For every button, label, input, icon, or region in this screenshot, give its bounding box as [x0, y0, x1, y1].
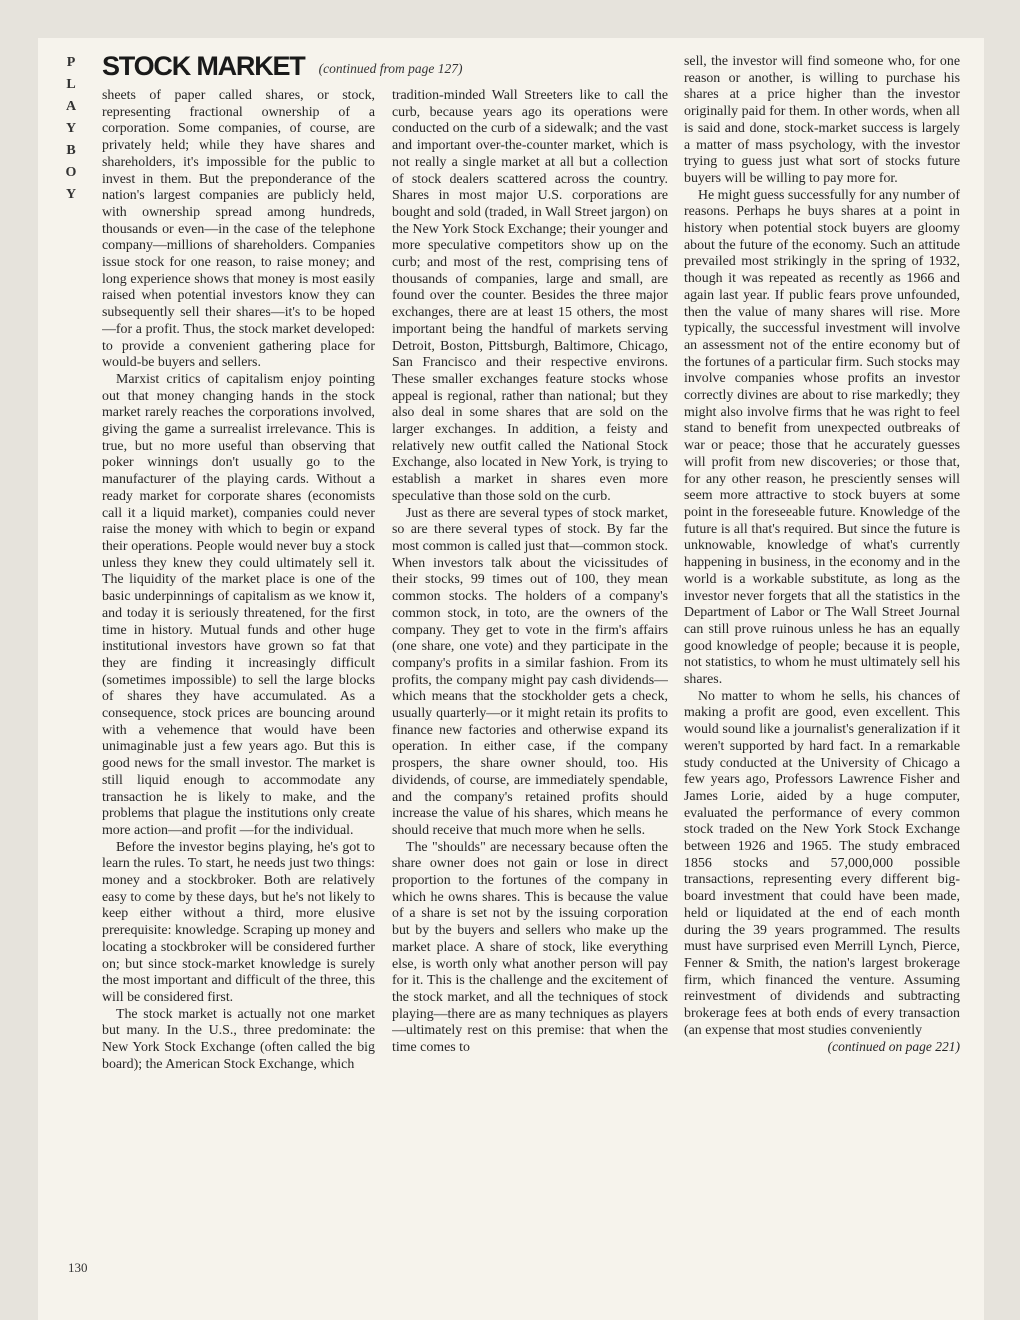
- side-tag-letter: L: [66, 77, 76, 92]
- side-tag-letter: Y: [65, 187, 77, 202]
- paragraph: sell, the investor will find someone who, for one reason or another, is willing to purchase his shares at a price higher than the investor originally paid for them. In other words, when all is said and done, stock-market success is largely a matter of mass psychology, with the investor trying to guess just what sort of stocks future buyers will be willing to pay more for.: [684, 54, 960, 186]
- article-headline: [102, 51, 462, 82]
- paragraph: Before the investor begins playing, he's got to learn the rules. To start, he needs just two things: money and a stockbroker. Both are relatively easy to come by these days, but he's not likely to keep either without a third, more elusive prerequisite: knowledge. Scraping up money and locating a stockbroker will be considered further on; but since stock-market knowledge is surely the most important and difficult of the three, this will be considered first.: [102, 839, 375, 1005]
- side-tag-letter: Y: [65, 121, 77, 136]
- side-tag-letter: P: [66, 55, 76, 70]
- paragraph: No matter to whom he sells, his chances of making a profit are good, even excellent. This would sound like a journalist's generalization if it weren't supported by hard fact. In a remarkable study conducted at the University of Chicago a few years ago, Professors Lawrence Fisher and James Lorie, aided by a huge computer, evaluated the performance of every common stock traded on the New York Stock Exchange between 1926 and 1965. The study embraced 1856 stocks and 57,000,000 possible transactions, representing every different big-board investment that could have been made, held or liquidated at the end of each month during the 39 years programmed. The results must have surprised even Merrill Lynch, Pierce, Fenner & Smith, the nation's largest brokerage firm, which financed the venture. Assuming reinvestment of dividends and subtracting brokerage fees at both ends of every transaction (an expense that most studies conveniently: [684, 688, 960, 1038]
- headline-title: STOCK MARKET: [102, 51, 305, 81]
- text-column-2: [392, 88, 668, 1274]
- paragraph: Just as there are several types of stock market, so are there several types of stock. By far the most common is called just that—common stock. When investors talk about the vicissitudes of their stocks, 99 times out of 100, they mean common stocks. The holders of a company's common stock, in toto, are the owners of the company. They get to vote in the firm's affairs (one share, one vote) and they participate in the company's profits in a similar fashion. From its profits, the company might pay cash dividends—which means that the stockholder gets a check, usually quarterly—or it might retain its profits to finance new factories and otherwise expand its operation. In either case, if the company prospers, the share owner should, too. His dividends, of course, are immediately spendable, and the company's retained profits should increase the value of his shares, which means he should receive that much more when he sells.: [392, 505, 668, 838]
- side-tag-letter: O: [65, 165, 77, 180]
- paragraph: tradition-minded Wall Streeters like to call the curb, because years ago its operations were conducted on the curb of a sidewalk; and the vast and important over-the-counter market, which is not really a single market at all but a collection of stock dealers scattered across the country. Shares in most major U.S. corporations are bought and sold (traded, in Wall Street jargon) on the New York Stock Exchange; their younger and more speculative competitors show up on the curb; and most of the rest, comprising tens of thousands of companies, large and small, are found over the counter. Besides the three major exchanges, there are at least 15 others, the most important being the handful of markets serving Detroit, Boston, Pittsburgh, Baltimore, Chicago, San Francisco and their respective environs. These smaller exchanges feature stocks whose appeal is regional, rather than national; but they also deal in some shares that are sold on the larger exchanges. In addition, a feisty and relatively new outfit called the National Stock Exchange, also located in New York, is trying to establish a market in shares even more speculative than those sold on the curb.: [392, 88, 668, 504]
- text-column-3: [684, 54, 960, 1274]
- text-column-1: [102, 88, 375, 1274]
- side-tag-letter: B: [66, 143, 76, 158]
- paragraph: He might guess successfully for any number of reasons. Perhaps he buys shares at a point in history when potential stock buyers are gloomy about the future of the economy. Such an attitude prevailed most strikingly in the spring of 1932, though it was repeated as recently as 1966 and again last year. If public fears prove unfounded, then the value of many shares will rise. More typically, the successful investment will involve an assessment not of the entire economy but of the fortunes of a particular firm. Such stocks may involve companies whose profits an investor correctly divines are about to rise markedly; they might also involve firms that he was right to feel stand to benefit from unexpected outbreaks of war or peace; those that he accurately guesses will profit from new discoveries; or those that, for any other reason, he presciently senses will seem more attractive to stock buyers at some point in the foreseeable future. Knowledge of the future is all that's required. But since the future is unknowable, knowledge of what's currently happening in business, in the economy and in the world is a workable substitute, as long as the investor never forgets that all the statistics in the Department of Labor or The Wall Street Journal can still prove ruinous unless he has an equally good knowledge of people; because it is people, not statistics, to whom he must ultimately sell his shares.: [684, 187, 960, 688]
- continued-from-note: (continued from page 127): [318, 61, 463, 76]
- continued-on-note: (continued on page 221): [827, 1039, 960, 1055]
- side-tag-letter: A: [65, 99, 77, 114]
- paragraph: Marxist critics of capitalism enjoy pointing out that money changing hands in the stock market rarely reaches the corporations involved, giving the game a surrealist irrelevance. This is true, but no more useful than observing that poker winnings don't usually go to the manufacturer of the playing cards. Without a ready market for corporate shares (economists call it a liquid market), companies could never raise the money with which to begin or expand their operations. People would never buy a stock unless they knew they could ultimately sell it. The liquidity of the market place is one of the basic underpinnings of capitalism as we know it, and today it is seriously threatened, for the first time in history. Mutual funds and other huge institutional investors have grown so fat that they are finding it increasingly difficult (sometimes impossible) to sell the large blocks of shares they have accumulated. As a consequence, stock prices are bouncing around with a vehemence that would have been unimaginable just a few years ago. But this is good news for the small investor. The market is still liquid enough to accommodate any transaction he is likely to make, and the problems that plague the institutions only create more action—and profit —for the individual.: [102, 371, 375, 838]
- magazine-side-tag: [62, 52, 80, 206]
- paragraph: The "shoulds" are necessary because often the share owner does not gain or lose in direct proportion to the fortunes of the company in which he owns shares. This is because the value of a share is set not by the issuing corporation but by the buyers and sellers who make up the market place. A share of stock, like everything else, is worth only what another person will pay for it. This is the challenge and the excitement of the stock market, and all the techniques of stock playing—there are as many techniques as players—ultimately rest on this premise: that when the time comes to: [392, 839, 668, 1056]
- paragraph: sheets of paper called shares, or stock, representing fractional ownership of a corporation. Some companies, of course, are privately held; while they have shares and shareholders, it's impossible for the public to invest in them. But the preponderance of the nation's largest companies are publicly held, with ownership spread among hundreds, thousands or even—in the case of the telephone company—millions of shareholders. Companies issue stock for one reason, to raise money; and long experience shows that money is most easily raised when potential investors know they can subsequently sell their shares—it's to be hoped—for a profit. Thus, the stock market developed: to provide a convenient gathering place for would-be buyers and sellers.: [102, 88, 375, 371]
- page-number: 130: [68, 1260, 88, 1275]
- paragraph: The stock market is actually not one market but many. In the U.S., three predominate: the New York Stock Exchange (often called the big board); the American Stock Exchange, which: [102, 1006, 375, 1072]
